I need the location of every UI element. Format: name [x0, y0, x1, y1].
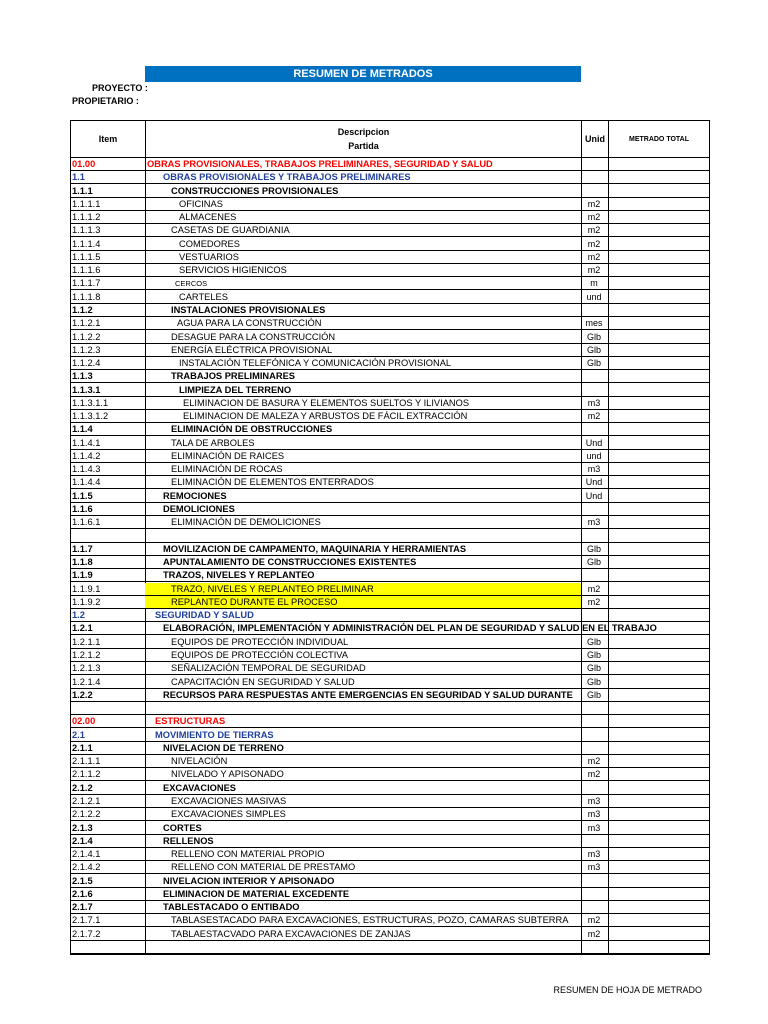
row-item-code: 1.1.8 — [72, 557, 93, 567]
row-description: DESAGUE PARA LA CONSTRUCCIÓN — [171, 332, 336, 342]
row-item-code: 2.1.2.2 — [72, 809, 101, 819]
row-item-code: 1.1.5 — [72, 491, 93, 501]
row-description: DEMOLICIONES — [163, 504, 235, 514]
row-unit: m2 — [587, 915, 601, 925]
row-unit: m2 — [587, 252, 601, 262]
table-row — [70, 344, 710, 357]
row-item-code: 1.1.1.3 — [72, 225, 101, 235]
row-description: OBRAS PROVISIONALES, TRABAJOS PRELIMINARES, SEGURIDAD Y SALUD — [147, 159, 493, 169]
header-desc-line2: Partida — [348, 141, 379, 151]
row-unit: Und — [585, 438, 603, 448]
table-row — [70, 583, 710, 596]
table-row — [70, 636, 710, 649]
table-row — [70, 171, 710, 184]
row-unit: und — [586, 451, 602, 461]
row-item-code: 1.1.1.7 — [72, 278, 101, 288]
table-row — [70, 822, 710, 835]
table-row — [70, 185, 710, 198]
row-description: INSTALACIONES PROVISIONALES — [171, 305, 326, 315]
row-item-code: 1.2 — [72, 610, 85, 620]
table-row — [70, 224, 710, 237]
row-item-code: 1.1.1 — [72, 186, 93, 196]
table-row — [70, 264, 710, 277]
header-desc-line1: Descripcion — [337, 127, 390, 137]
row-item-code: 2.1.4.2 — [72, 862, 101, 872]
table-row — [70, 463, 710, 476]
table-row — [70, 622, 710, 635]
table-row — [70, 848, 710, 861]
proyecto-label: PROYECTO : — [92, 83, 148, 93]
row-item-code: 2.1.6 — [72, 889, 93, 899]
table-row — [70, 317, 710, 330]
row-description: TALA DE ARBOLES — [171, 438, 255, 448]
table-row — [70, 304, 710, 317]
header-descripcion — [145, 120, 582, 158]
header-metrado — [608, 120, 710, 158]
row-description: LIMPIEZA DEL TERRENO — [179, 385, 292, 395]
row-description: TRAZOS, NIVELES Y REPLANTEO — [163, 570, 315, 580]
table-row — [70, 291, 710, 304]
row-item-code: 1.1.4.3 — [72, 464, 101, 474]
row-item-code: 1.1.6 — [72, 504, 93, 514]
row-description: OBRAS PROVISIONALES Y TRABAJOS PRELIMINARES — [163, 172, 411, 182]
table-row — [70, 543, 710, 556]
row-item-code: 2.1.7 — [72, 902, 93, 912]
row-unit: und — [586, 292, 602, 302]
row-description: CERCOS — [175, 279, 208, 288]
row-item-code: 1.2.1.2 — [72, 650, 101, 660]
row-item-code: 1.1.1.8 — [72, 292, 101, 302]
table-row — [70, 609, 710, 622]
row-description: MOVILIZACION DE CAMPAMENTO, MAQUINARIA Y HERRAMIENTAS — [163, 544, 467, 554]
table-row — [70, 569, 710, 582]
row-unit: m2 — [587, 756, 601, 766]
row-unit: m2 — [587, 769, 601, 779]
row-item-code: 2.1.4.1 — [72, 849, 101, 859]
row-item-code: 1.1.1.5 — [72, 252, 101, 262]
row-unit: m3 — [587, 823, 601, 833]
header-unid-label: Unid — [585, 134, 605, 144]
row-item-code: 1.2.1.1 — [72, 637, 101, 647]
table-row — [70, 742, 710, 755]
table-row — [70, 729, 710, 742]
row-item-code: 1.1.2.3 — [72, 345, 101, 355]
row-description: EXCAVACIONES MASIVAS — [171, 796, 287, 806]
row-item-code: 1.2.1 — [72, 623, 93, 633]
table-row — [70, 158, 710, 171]
row-description: TRABAJOS PRELIMINARES — [171, 371, 295, 381]
table-row — [70, 861, 710, 874]
table-row — [70, 795, 710, 808]
row-item-code: 1.1 — [72, 172, 85, 182]
row-description: OFICINAS — [179, 199, 223, 209]
row-item-code: 1.1.3.1.1 — [72, 398, 109, 408]
row-description: ELIMINACIÓN DE OBSTRUCCIONES — [171, 424, 333, 434]
row-description: NIVELACION INTERIOR Y APISONADO — [163, 876, 335, 886]
row-unit: m3 — [587, 862, 601, 872]
table-row — [70, 503, 710, 516]
row-item-code: 1.1.1.6 — [72, 265, 101, 275]
row-item-code: 1.1.4.1 — [72, 438, 101, 448]
table-row — [70, 437, 710, 450]
table-row — [70, 649, 710, 662]
row-item-code: 1.2.2 — [72, 690, 93, 700]
row-unit: m3 — [587, 464, 601, 474]
row-item-code: 1.2.1.3 — [72, 663, 101, 673]
row-description: CORTES — [163, 823, 202, 833]
header-item-label: Item — [98, 134, 118, 144]
row-description: ELIMINACION DE BASURA Y ELEMENTOS SUELTOS Y ILIVIANOS — [183, 398, 470, 408]
row-description: TABLAESTACVADO PARA EXCAVACIONES DE ZANJAS — [171, 929, 411, 939]
row-unit: Glb — [586, 650, 601, 660]
table-row — [70, 676, 710, 689]
row-description: NIVELACIÓN — [171, 756, 228, 766]
table-row — [70, 516, 710, 529]
row-description: RELLENOS — [163, 836, 214, 846]
row-item-code: 1.1.1.2 — [72, 212, 101, 222]
row-description: EXCAVACIONES SIMPLES — [171, 809, 286, 819]
row-description: MOVIMIENTO DE TIERRAS — [155, 730, 274, 740]
table-row — [70, 357, 710, 370]
row-unit: m — [590, 278, 598, 288]
propietario-label: PROPIETARIO : — [72, 96, 139, 106]
row-description: VESTUARIOS — [179, 252, 239, 262]
table-row — [70, 530, 710, 543]
row-description: INSTALACIÓN TELEFÓNICA Y COMUNICACIÓN PROVISIONAL — [179, 358, 452, 368]
table-row — [70, 397, 710, 410]
row-item-code: 2.1.1 — [72, 743, 93, 753]
table-row — [70, 211, 710, 224]
table-row — [70, 689, 710, 702]
row-description: CARTELES — [179, 292, 228, 302]
row-description: RECURSOS PARA RESPUESTAS ANTE EMERGENCIAS EN SEGURIDAD Y SALUD DURANTE — [163, 690, 573, 700]
header-item — [70, 120, 146, 158]
row-description: EXCAVACIONES — [163, 783, 237, 793]
row-unit: m3 — [587, 849, 601, 859]
row-description: ELIMINACIÓN DE RAICES — [171, 451, 285, 461]
row-description: CONSTRUCCIONES PROVISIONALES — [171, 186, 339, 196]
row-unit: Glb — [586, 544, 601, 554]
row-description: ELIMINACIÓN DE ROCAS — [171, 464, 283, 474]
row-item-code: 1.1.3.1 — [72, 385, 101, 395]
row-item-code: 1.1.9.2 — [72, 597, 101, 607]
row-unit: Glb — [586, 637, 601, 647]
table-row — [70, 888, 710, 901]
row-description: COMEDORES — [179, 239, 240, 249]
table-row — [70, 755, 710, 768]
table-row — [70, 331, 710, 344]
row-description: ELIMINACION DE MATERIAL EXCEDENTE — [163, 889, 350, 899]
row-item-code: 1.1.9 — [72, 570, 93, 580]
row-unit: m3 — [587, 809, 601, 819]
header-unid — [581, 120, 609, 158]
row-unit: m2 — [587, 411, 601, 421]
row-unit: m2 — [587, 199, 601, 209]
table-row — [70, 715, 710, 728]
row-item-code: 2.1.7.1 — [72, 915, 101, 925]
row-item-code: 1.1.1.4 — [72, 239, 101, 249]
row-item-code: 2.1.3 — [72, 823, 93, 833]
row-unit: m3 — [587, 398, 601, 408]
row-item-code: 2.1 — [72, 730, 85, 740]
row-description: ELIMINACIÓN DE DEMOLICIONES — [171, 517, 321, 527]
row-description: TABLASESTACADO PARA EXCAVACIONES, ESTRUCTURAS, POZO, CAMARAS SUBTERRA — [171, 915, 569, 925]
row-description: REMOCIONES — [163, 491, 227, 501]
header-metrado-label: METRADO TOTAL — [628, 135, 689, 143]
table-row — [70, 901, 710, 914]
row-description: RELLENO CON MATERIAL PROPIO — [171, 849, 325, 859]
page-title: RESUMEN DE METRADOS — [145, 66, 581, 82]
row-item-code: 2.1.4 — [72, 836, 93, 846]
row-description: TRAZO, NIVELES Y REPLANTEO PRELIMINAR — [171, 584, 374, 594]
row-description: AGUA PARA LA CONSTRUCCIÓN — [177, 318, 322, 328]
row-item-code: 1.1.4 — [72, 424, 93, 434]
table-row — [70, 782, 710, 795]
row-description: SEÑALIZACIÓN TEMPORAL DE SEGURIDAD — [171, 663, 366, 673]
row-item-code: 2.1.7.2 — [72, 929, 101, 939]
row-description: REPLANTEO DURANTE EL PROCESO — [171, 597, 338, 607]
row-item-code: 1.1.1.1 — [72, 199, 101, 209]
table-row — [70, 251, 710, 264]
table-row — [70, 556, 710, 569]
table-row — [70, 941, 710, 954]
row-item-code: 2.1.5 — [72, 876, 93, 886]
row-item-code: 2.1.2.1 — [72, 796, 101, 806]
row-item-code: 1.1.2.1 — [72, 318, 101, 328]
table-row — [70, 914, 710, 927]
row-unit: m3 — [587, 517, 601, 527]
row-description: RELLENO CON MATERIAL DE PRESTAMO — [171, 862, 356, 872]
row-item-code: 1.1.2 — [72, 305, 93, 315]
table-row — [70, 370, 710, 383]
row-description: TABLESTACADO O ENTIBADO — [163, 902, 300, 912]
table-row — [70, 768, 710, 781]
row-item-code: 01.00 — [72, 159, 96, 169]
row-description: CASETAS DE GUARDIANIA — [171, 225, 290, 235]
row-description: EQUIPOS DE PROTECCIÓN INDIVIDUAL — [171, 637, 349, 647]
table-row — [70, 490, 710, 503]
row-item-code: 1.1.3.1.2 — [72, 411, 109, 421]
row-description: ELABORACIÓN, IMPLEMENTACIÓN Y ADMINISTRACIÓN DEL PLAN DE SEGURIDAD Y SALUD EN EL TRABAJO — [163, 623, 657, 633]
row-item-code: 02.00 — [72, 716, 96, 726]
row-description: SEGURIDAD Y SALUD — [155, 610, 254, 620]
row-unit: Glb — [586, 690, 601, 700]
row-item-code: 1.1.2.2 — [72, 332, 101, 342]
row-unit: Glb — [586, 358, 601, 368]
row-description: ESTRUCTURAS — [155, 716, 226, 726]
row-unit: Glb — [586, 345, 601, 355]
row-item-code: 1.1.2.4 — [72, 358, 101, 368]
row-unit: m2 — [587, 265, 601, 275]
row-unit: mes — [585, 318, 603, 328]
row-item-code: 2.1.2 — [72, 783, 93, 793]
row-unit: m2 — [587, 212, 601, 222]
row-description: EQUIPOS DE PROTECCIÓN COLECTIVA — [171, 650, 349, 660]
row-unit: m2 — [587, 239, 601, 249]
table-row — [70, 835, 710, 848]
row-unit: m2 — [587, 597, 601, 607]
row-description: SERVICIOS HIGIENICOS — [179, 265, 287, 275]
row-description: ALMACENES — [179, 212, 237, 222]
row-description: NIVELACION DE TERRENO — [163, 743, 284, 753]
row-item-code: 1.1.3 — [72, 371, 93, 381]
table-row — [70, 928, 710, 941]
table-row — [70, 702, 710, 715]
row-unit: m3 — [587, 796, 601, 806]
row-item-code: 2.1.1.2 — [72, 769, 101, 779]
row-unit: m2 — [587, 584, 601, 594]
row-unit: Glb — [586, 332, 601, 342]
row-item-code: 1.1.4.2 — [72, 451, 101, 461]
row-unit: Glb — [586, 557, 601, 567]
table-row — [70, 410, 710, 423]
table-row — [70, 238, 710, 251]
row-description: ELIMINACION DE MALEZA Y ARBUSTOS DE FÁCIL EXTRACCIÓN — [183, 411, 468, 421]
row-item-code: 1.1.7 — [72, 544, 93, 554]
table-row — [70, 198, 710, 211]
table-row — [70, 476, 710, 489]
row-item-code: 1.2.1.4 — [72, 677, 101, 687]
row-description: APUNTALAMIENTO DE CONSTRUCCIONES EXISTENTES — [163, 557, 417, 567]
row-description: NIVELADO Y APISONADO — [171, 769, 284, 779]
table-row — [70, 662, 710, 675]
table-row — [70, 277, 710, 290]
row-item-code: 2.1.1.1 — [72, 756, 101, 766]
table-row — [70, 808, 710, 821]
footer-text: RESUMEN DE HOJA DE METRADO — [553, 985, 702, 995]
table-row — [70, 450, 710, 463]
row-unit: Und — [585, 477, 603, 487]
table-row — [70, 423, 710, 436]
row-description: ENERGÍA ELÉCTRICA PROVISIONAL — [171, 345, 333, 355]
row-item-code: 1.1.9.1 — [72, 584, 101, 594]
row-unit: m2 — [587, 929, 601, 939]
row-unit: m2 — [587, 225, 601, 235]
row-item-code: 1.1.4.4 — [72, 477, 101, 487]
row-item-code: 1.1.6.1 — [72, 517, 101, 527]
row-unit: Und — [585, 491, 603, 501]
table-row — [70, 384, 710, 397]
row-description: CAPACITACIÓN EN SEGURIDAD Y SALUD — [171, 677, 355, 687]
table-row — [70, 875, 710, 888]
table-row — [70, 596, 710, 609]
row-description: ELIMINACIÓN DE ELEMENTOS ENTERRADOS — [171, 477, 374, 487]
row-unit: Glb — [586, 677, 601, 687]
row-unit: Glb — [586, 663, 601, 673]
